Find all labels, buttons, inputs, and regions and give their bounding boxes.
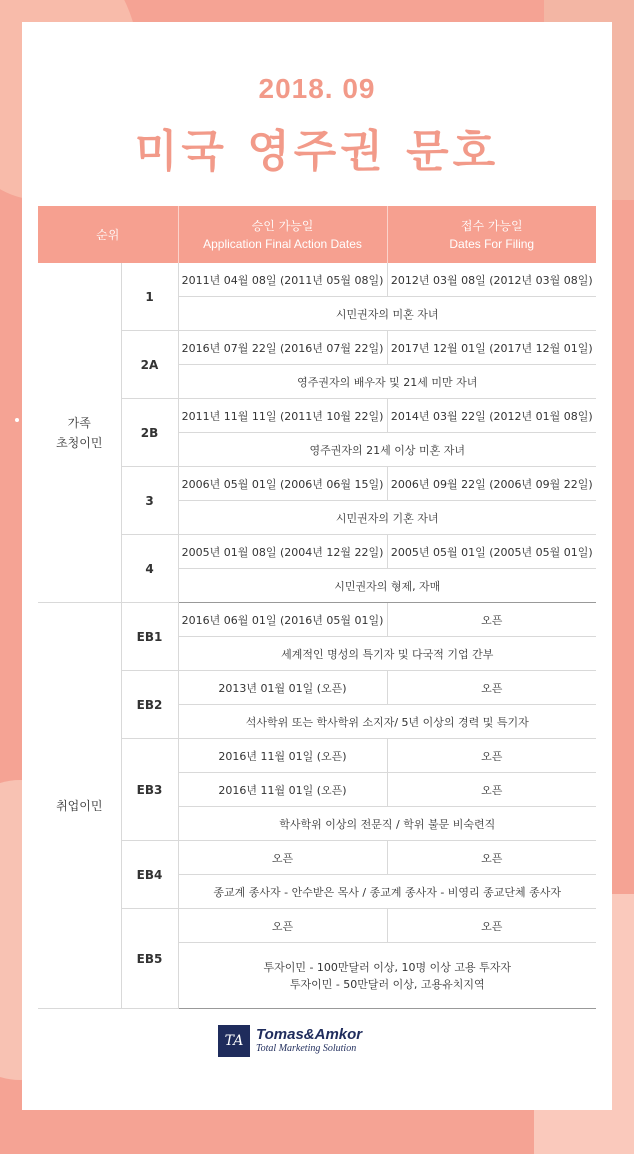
table-row bbox=[38, 399, 596, 433]
table-row bbox=[38, 331, 596, 365]
description-cell: 세계적인 명성의 특기자 및 다국적 기업 간부 bbox=[178, 637, 596, 671]
filing-date-cell: 2005년 05월 01일 (2005년 05월 01일) bbox=[387, 535, 596, 569]
final-date-cell: 2016년 11월 01일 (오픈) bbox=[178, 773, 387, 807]
table-row bbox=[38, 909, 596, 943]
table-header-row bbox=[38, 206, 596, 263]
final-date-cell: 2016년 07월 22일 (2016년 07월 22일) bbox=[178, 331, 387, 365]
table-row bbox=[38, 671, 596, 705]
header-final-ko: 승인 가능일 bbox=[251, 218, 314, 233]
table-row bbox=[38, 603, 596, 637]
rank-cell: 2B bbox=[121, 399, 178, 467]
filing-date-cell: 오픈 bbox=[387, 909, 596, 943]
final-date-cell: 2005년 01월 08일 (2004년 12월 22일) bbox=[178, 535, 387, 569]
group-employment: 취업이민 bbox=[38, 603, 121, 1009]
table-row bbox=[38, 841, 596, 875]
final-date-cell: 2013년 01월 01일 (오픈) bbox=[178, 671, 387, 705]
page-title: 미국 영주권 문호 bbox=[134, 126, 500, 177]
description-cell bbox=[178, 943, 596, 1009]
final-date-cell: 2006년 05월 01일 (2006년 06월 15일) bbox=[178, 467, 387, 501]
rank-cell: EB2 bbox=[121, 671, 178, 739]
filing-date-cell: 오픈 bbox=[387, 773, 596, 807]
rank-cell: EB3 bbox=[121, 739, 178, 841]
logo-name: Tomas&Amkor bbox=[256, 1026, 363, 1043]
group-family-label1: 가족 bbox=[67, 415, 91, 430]
filing-date-cell: 2017년 12월 01일 (2017년 12월 01일) bbox=[387, 331, 596, 365]
header-filing bbox=[387, 206, 596, 263]
rank-cell: EB1 bbox=[121, 603, 178, 671]
company-logo bbox=[218, 1024, 362, 1058]
header-rank: 순위 bbox=[38, 206, 178, 263]
final-date-cell: 2016년 06월 01일 (2016년 05월 01일) bbox=[178, 603, 387, 637]
group-family bbox=[38, 263, 121, 603]
description-line: 투자이민 - 50만달러 이상, 고용유치지역 bbox=[289, 977, 485, 991]
decorative-dot bbox=[15, 418, 19, 422]
table-row bbox=[38, 739, 596, 773]
rank-cell: EB4 bbox=[121, 841, 178, 909]
final-date-cell: 2011년 04월 08일 (2011년 05월 08일) bbox=[178, 263, 387, 297]
filing-date-cell: 오픈 bbox=[387, 671, 596, 705]
filing-date-cell: 2006년 09월 22일 (2006년 09월 22일) bbox=[387, 467, 596, 501]
table-row bbox=[38, 535, 596, 569]
rank-cell: 4 bbox=[121, 535, 178, 603]
description-line: 투자이민 - 100만달러 이상, 10명 이상 고용 투자자 bbox=[263, 960, 512, 974]
filing-date-cell: 2014년 03월 22일 (2012년 01월 08일) bbox=[387, 399, 596, 433]
header-filing-en: Dates For Filing bbox=[449, 236, 535, 251]
table-row bbox=[38, 467, 596, 501]
header-filing-ko: 접수 가능일 bbox=[460, 218, 523, 233]
logo-tagline: Total Marketing Solution bbox=[256, 1043, 357, 1054]
filing-date-cell: 2012년 03월 08일 (2012년 03월 08일) bbox=[387, 263, 596, 297]
header-final-action bbox=[178, 206, 387, 263]
description-cell: 시민권자의 형제, 자매 bbox=[178, 569, 596, 603]
visa-bulletin-table bbox=[38, 206, 596, 1009]
rank-cell: EB5 bbox=[121, 909, 178, 1009]
filing-date-cell: 오픈 bbox=[387, 739, 596, 773]
header-final-en: Application Final Action Dates bbox=[203, 236, 362, 251]
table-row bbox=[38, 263, 596, 297]
content-card bbox=[22, 22, 612, 1110]
group-family-label2: 초청이민 bbox=[56, 435, 103, 450]
final-date-cell: 2011년 11월 11일 (2011년 10월 22일) bbox=[178, 399, 387, 433]
final-date-cell: 오픈 bbox=[178, 841, 387, 875]
description-cell: 시민권자의 미혼 자녀 bbox=[178, 297, 596, 331]
final-date-cell: 오픈 bbox=[178, 909, 387, 943]
description-cell: 영주권자의 배우자 및 21세 미만 자녀 bbox=[178, 365, 596, 399]
description-cell: 석사학위 또는 학사학위 소지자/ 5년 이상의 경력 및 특기자 bbox=[178, 705, 596, 739]
filing-date-cell: 오픈 bbox=[387, 603, 596, 637]
rank-cell: 1 bbox=[121, 263, 178, 331]
rank-cell: 2A bbox=[121, 331, 178, 399]
description-cell: 학사학위 이상의 전문직 / 학위 불문 비숙련직 bbox=[178, 807, 596, 841]
filing-date-cell: 오픈 bbox=[387, 841, 596, 875]
description-cell: 시민권자의 기혼 자녀 bbox=[178, 501, 596, 535]
logo-mark: TA bbox=[218, 1025, 250, 1057]
description-cell: 종교계 종사자 - 안수받은 목사 / 종교계 종사자 - 비영리 종교단체 종사자 bbox=[178, 875, 596, 909]
description-cell: 영주권자의 21세 이상 미혼 자녀 bbox=[178, 433, 596, 467]
final-date-cell: 2016년 11월 01일 (오픈) bbox=[178, 739, 387, 773]
page-year: 2018. 09 bbox=[258, 73, 376, 104]
rank-cell: 3 bbox=[121, 467, 178, 535]
logo-text bbox=[256, 1027, 362, 1055]
